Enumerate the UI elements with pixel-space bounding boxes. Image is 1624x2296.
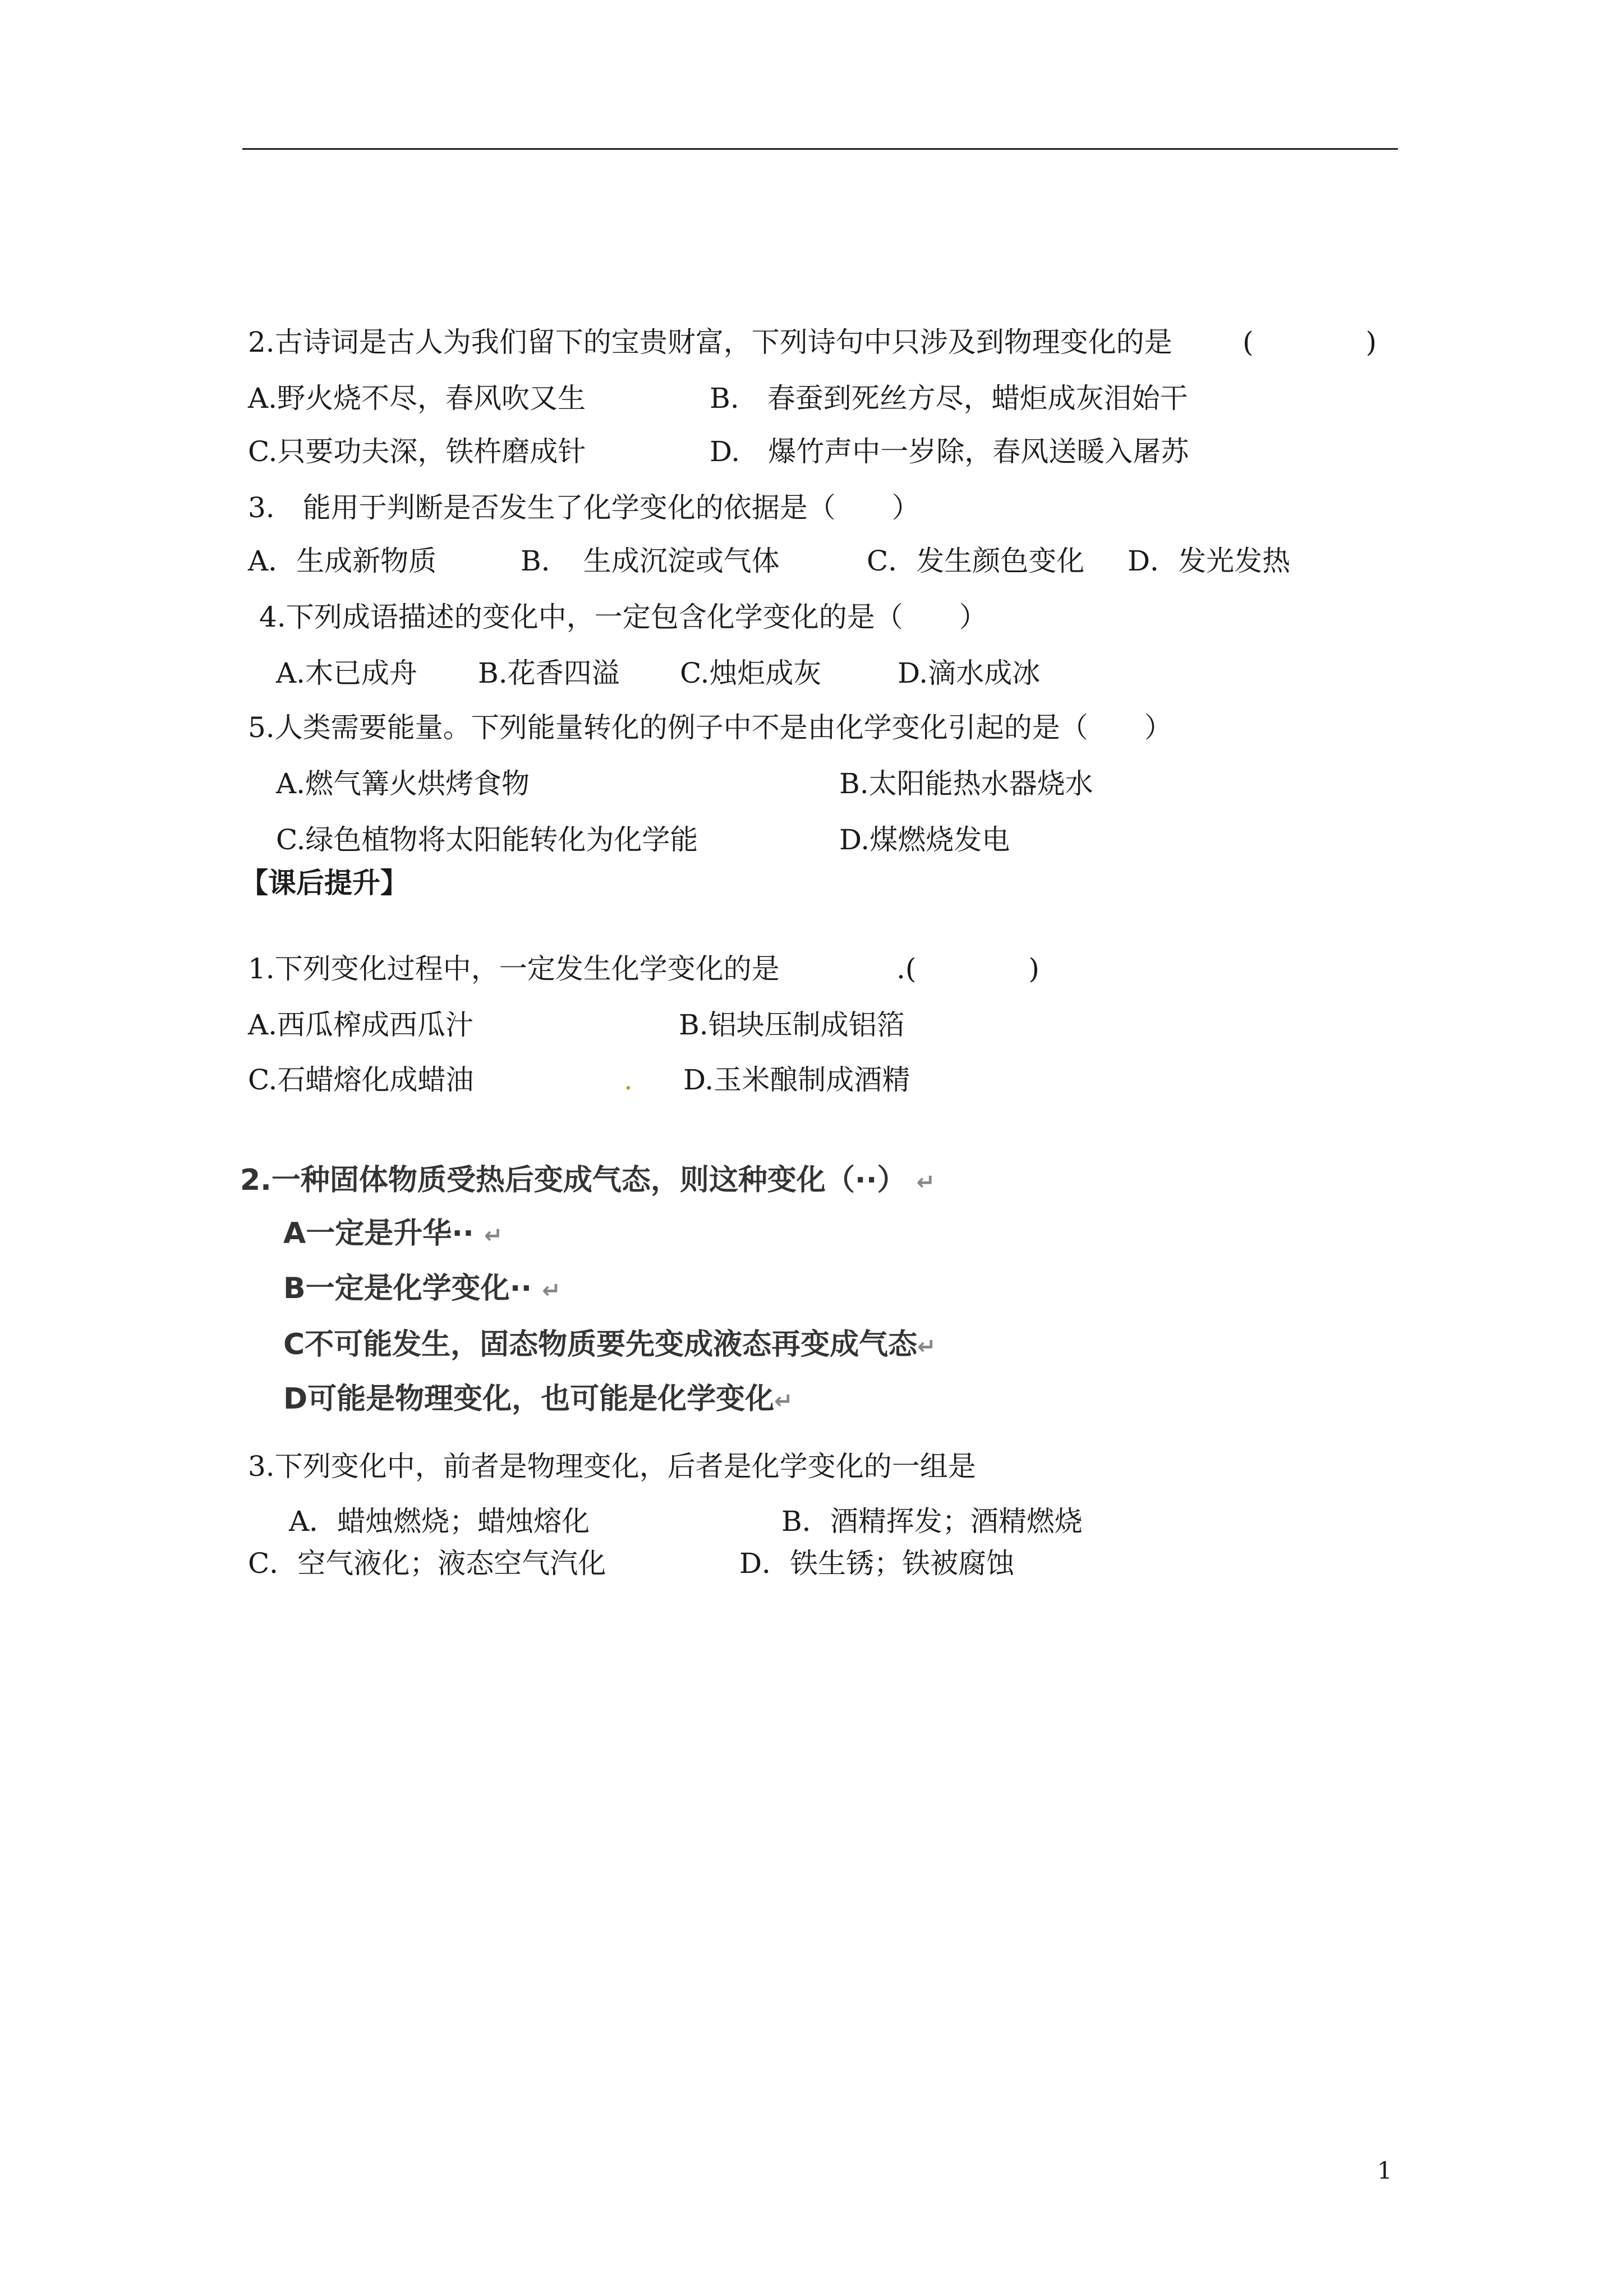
return-mark-icon: ↵: [917, 1334, 936, 1360]
page-number: 1: [1377, 2157, 1392, 2184]
q2-stem: 2.古诗词是古人为我们留下的宝贵财富，下列诗句中只涉及到物理变化的是: [248, 326, 1172, 358]
q3-option-b: B． 生成沉淀或气体: [521, 545, 780, 577]
q4-option-b: B.花香四溢: [478, 657, 620, 689]
q5-option-c: C.绿色植物将太阳能转化为化学能: [276, 823, 698, 856]
q5-option-b: B.太阳能热水器烧水: [839, 767, 1093, 800]
h1-stem: 1.下列变化过程中，一定发生化学变化的是: [248, 953, 780, 985]
q2-option-b: B. 春蚕到死丝方尽，蜡炬成灰泪始干: [710, 382, 1188, 415]
h1-option-c: C.石蜡熔化成蜡油: [248, 1064, 474, 1096]
q5-stem: 5.人类需要能量。下列能量转化的例子中不是由化学变化引起的是（ ）: [248, 711, 1172, 744]
q2-option-c: C.只要功夫深，铁杵磨成针: [248, 435, 586, 468]
h2-option-c: C不可能发生，固态物质要先变成液态再变成气态↵: [283, 1328, 936, 1361]
q3-stem: 3. 能用于判断是否发生了化学变化的依据是（ ）: [248, 491, 920, 524]
h2-option-d: D可能是物理变化，也可能是化学变化↵: [283, 1382, 793, 1416]
q2-answer-paren: ( ): [1243, 326, 1377, 358]
h2-option-a: A一定是升华·· ↵: [283, 1217, 503, 1250]
q2-option-d: D. 爆竹声中一岁除，春风送暖入屠苏: [710, 435, 1189, 468]
return-mark-icon: ↵: [774, 1388, 793, 1414]
q5-option-d: D.煤燃烧发电: [839, 823, 1010, 856]
h1-option-a: A.西瓜榨成西瓜汁: [248, 1009, 474, 1041]
return-mark-icon: ↵: [484, 1223, 503, 1249]
section-title: 【课后提升】: [240, 866, 408, 899]
h2-stem: 2.一种固体物质受热后变成气态，则这种变化（··） ↵: [240, 1163, 936, 1197]
h3-option-d: D．铁生锈；铁被腐蚀: [739, 1547, 1015, 1580]
q3-option-c: C．发生颜色变化: [867, 545, 1085, 577]
h2-option-b: B一定是化学变化·· ↵: [283, 1272, 561, 1305]
q3-option-d: D．发光发热: [1128, 545, 1291, 577]
h1-option-b: B.铝块压制成铝箔: [679, 1009, 905, 1041]
q4-stem: 4.下列成语描述的变化中，一定包含化学变化的是（ ）: [259, 601, 987, 633]
h3-stem: 3.下列变化中，前者是物理变化，后者是化学变化的一组是: [248, 1450, 976, 1483]
return-mark-icon: ↵: [916, 1170, 936, 1195]
q2-option-a: A.野火烧不尽，春风吹又生: [248, 382, 586, 415]
h3-option-a: A．蜡烛燃烧；蜡烛熔化: [289, 1505, 590, 1538]
q4-option-a: A.木已成舟: [276, 657, 418, 689]
h3-option-b: B．酒精挥发；酒精燃烧: [781, 1505, 1083, 1538]
h3-option-c: C．空气液化；液态空气汽化: [248, 1547, 606, 1580]
stray-dot: .: [624, 1064, 633, 1096]
header-rule: [242, 148, 1398, 150]
q4-option-d: D.滴水成冰: [898, 657, 1041, 689]
q4-option-c: C.烛炬成灰: [680, 657, 822, 689]
h1-answer-paren: .( ): [896, 953, 1039, 985]
return-mark-icon: ↵: [542, 1278, 561, 1304]
q3-option-a: A．生成新物质: [248, 545, 437, 577]
h1-option-d: D.玉米酿制成酒精: [683, 1064, 910, 1096]
q5-option-a: A.燃气篝火烘烤食物: [276, 767, 530, 800]
